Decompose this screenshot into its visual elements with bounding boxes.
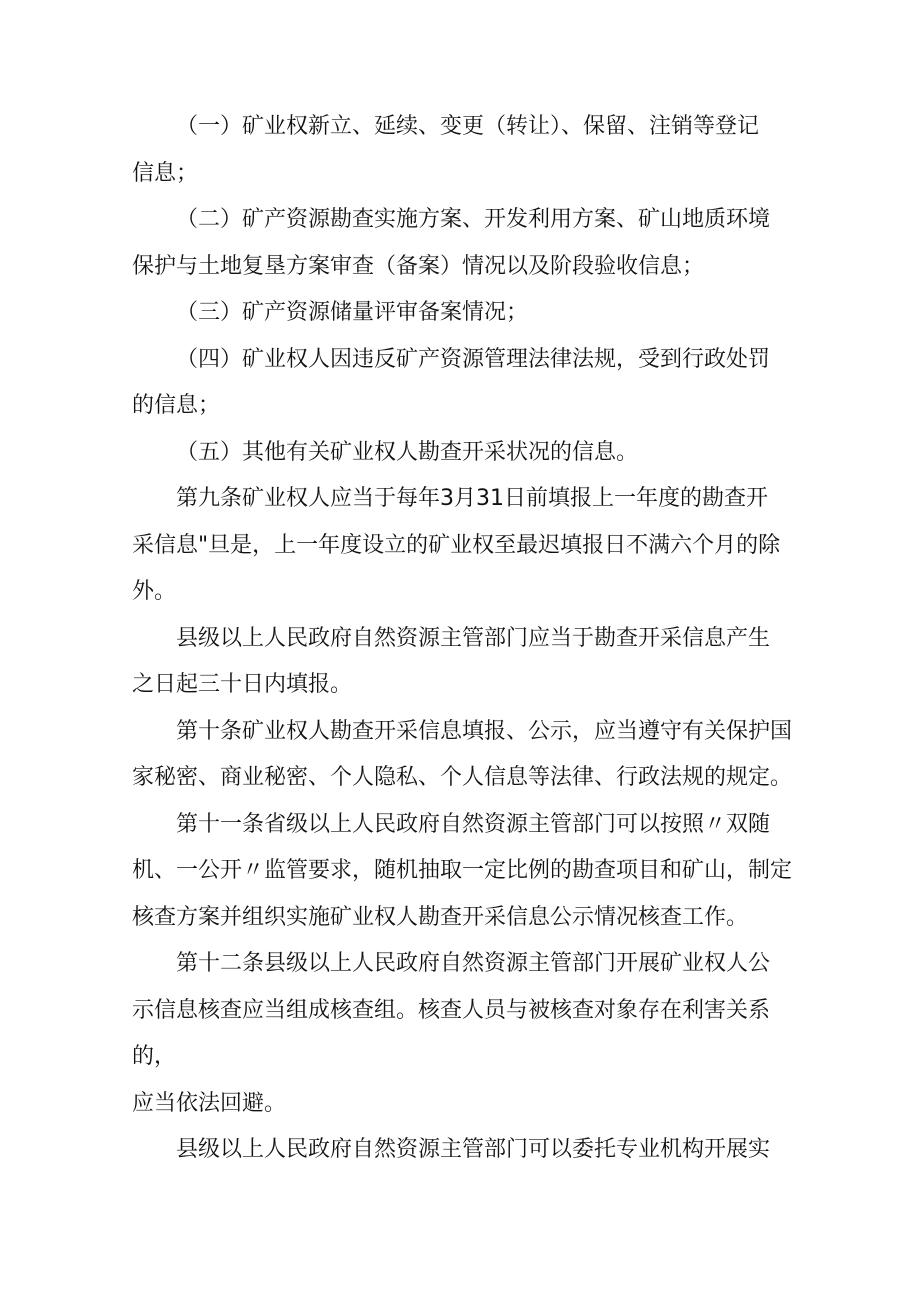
text-line: 核查方案并组织实施矿业权人勘查开采信息公示情况核查工作。 — [132, 904, 749, 930]
text-line: （一）矿业权新立、延续、变更（转让）、保留、注销等登记 — [176, 114, 760, 139]
paragraph-4 — [132, 337, 792, 430]
text-line: 示信息核查应当组成核查组。核查人员与被核查对象存在利害关系的， — [132, 997, 771, 1069]
paragraph-10 — [132, 941, 792, 1127]
paragraph-6 — [132, 476, 792, 616]
text-line: （三）矿产资源储量评审备案情况； — [176, 300, 529, 325]
paragraph-7 — [132, 616, 792, 709]
text-line: 第十条矿业权人勘查开采信息填报、公示，应当遵守有关保护国 — [176, 718, 793, 744]
text-line: 保护与土地复垦方案审查（备案）情况以及阶段验收信息； — [132, 253, 705, 279]
text-line: 信息； — [132, 160, 199, 186]
paragraph-2 — [132, 197, 792, 290]
text-line: 的信息； — [132, 393, 221, 418]
document-body — [132, 104, 792, 1174]
text-line: （二）矿产资源勘查实施方案、开发利用方案、矿山地质环境 — [176, 207, 771, 232]
text-line: 采信息"旦是，上一年度设立的矿业权至最迟填报日不满六个月的除 — [132, 532, 781, 558]
paragraph-5 — [132, 430, 792, 477]
paragraph-8 — [132, 709, 792, 802]
paragraph-11 — [132, 1127, 792, 1174]
text-line: 应当依法回避。 — [132, 1090, 287, 1116]
text-line: 家秘密、商业秘密、个人隐私、个人信息等法律、行政法规的规定。 — [132, 765, 793, 790]
text-line: （五）其他有关矿业权人勘查开采状况的信息。 — [176, 439, 639, 465]
text-line: （四）矿业权人因违反矿产资源管理法律法规，受到行政处罚 — [176, 346, 771, 372]
text-line: 县级以上人民政府自然资源主管部门应当于勘查开采信息产生 — [176, 625, 771, 651]
text-line: 之日起三十日内填报。 — [132, 672, 353, 697]
paragraph-9 — [132, 802, 792, 942]
text-line: 县级以上人民政府自然资源主管部门可以委托专业机构开展实 — [176, 1137, 771, 1162]
paragraph-3 — [132, 290, 792, 337]
paragraph-1 — [132, 104, 792, 197]
text-line: 第九条矿业权人应当于每年3月31日前填报上一年度的勘查开 — [176, 486, 768, 511]
text-line: 第十二条县级以上人民政府自然资源主管部门开展矿业权人公 — [176, 951, 771, 976]
text-line: 外。 — [132, 579, 177, 604]
text-line: 第十一条省级以上人民政府自然资源主管部门可以按照〃双随 — [176, 811, 771, 837]
text-line: 机、一公开〃监管要求，随机抽取一定比例的勘查项目和矿山，制定 — [132, 858, 793, 883]
